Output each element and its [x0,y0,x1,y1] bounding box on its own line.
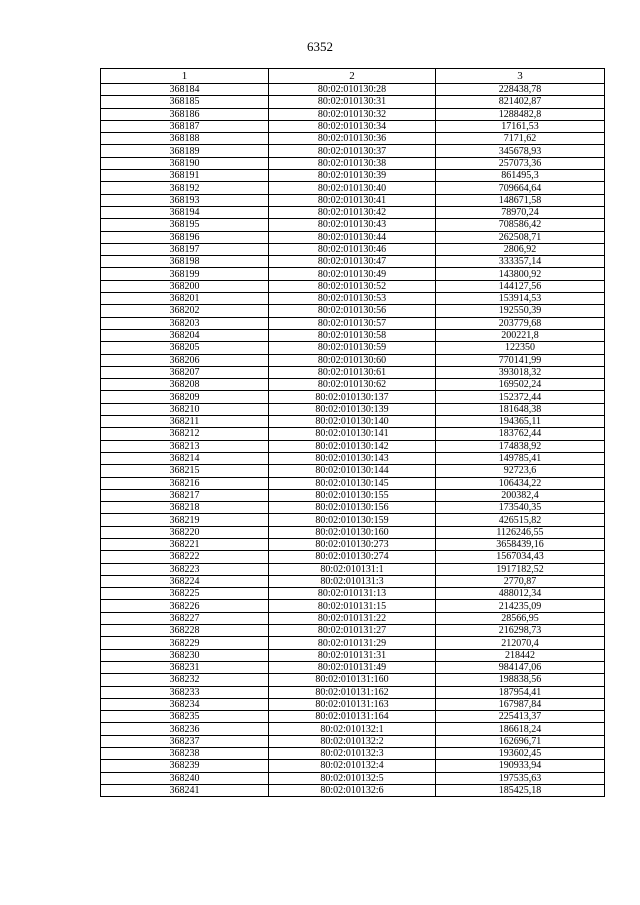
table-row [101,686,605,698]
value-cell: 169502,24 [436,379,605,391]
value-cell: 192550,39 [436,305,605,317]
table-row [101,170,605,182]
column-header-3: 3 [436,69,605,84]
table-row [101,723,605,735]
value-cell: 3658439,16 [436,538,605,550]
cadastral-number-cell: 80:02:010130:160 [269,526,436,538]
cadastral-number-cell: 80:02:010131:49 [269,661,436,673]
value-cell: 190933,94 [436,760,605,772]
row-number-cell: 368206 [101,354,269,366]
cadastral-number-cell: 80:02:010130:137 [269,391,436,403]
column-header-1: 1 [101,69,269,84]
cadastral-number-cell: 80:02:010130:34 [269,120,436,132]
table-row [101,625,605,637]
value-cell: 193602,45 [436,748,605,760]
value-cell: 1288482,8 [436,108,605,120]
value-cell: 200221,8 [436,329,605,341]
value-cell: 218442 [436,649,605,661]
value-cell: 122350 [436,342,605,354]
cadastral-number-cell: 80:02:010131:160 [269,674,436,686]
row-number-cell: 368222 [101,551,269,563]
table-row [101,502,605,514]
table-row [101,784,605,796]
value-cell: 92723,6 [436,465,605,477]
row-number-cell: 368195 [101,219,269,231]
value-cell: 143800,92 [436,268,605,280]
cadastral-number-cell: 80:02:010130:62 [269,379,436,391]
row-number-cell: 368199 [101,268,269,280]
cadastral-number-cell: 80:02:010130:61 [269,366,436,378]
value-cell: 393018,32 [436,366,605,378]
row-number-cell: 368216 [101,477,269,489]
cadastral-number-cell: 80:02:010130:155 [269,489,436,501]
row-number-cell: 368234 [101,698,269,710]
row-number-cell: 368238 [101,748,269,760]
cadastral-number-cell: 80:02:010130:274 [269,551,436,563]
value-cell: 197535,63 [436,772,605,784]
table-row [101,452,605,464]
table-body [101,84,605,797]
table-row [101,465,605,477]
table-row [101,551,605,563]
value-cell: 214235,09 [436,600,605,612]
table-row [101,133,605,145]
row-number-cell: 368201 [101,293,269,305]
row-number-cell: 368193 [101,194,269,206]
row-number-cell: 368219 [101,514,269,526]
cadastral-number-cell: 80:02:010130:31 [269,96,436,108]
row-number-cell: 368212 [101,428,269,440]
cadastral-number-cell: 80:02:010130:39 [269,170,436,182]
cadastral-number-cell: 80:02:010130:40 [269,182,436,194]
row-number-cell: 368228 [101,625,269,637]
value-cell: 345678,93 [436,145,605,157]
table-row [101,329,605,341]
row-number-cell: 368187 [101,120,269,132]
row-number-cell: 368224 [101,575,269,587]
row-number-cell: 368185 [101,96,269,108]
value-cell: 708586,42 [436,219,605,231]
page-number: 6352 [307,39,333,54]
cadastral-number-cell: 80:02:010131:3 [269,575,436,587]
table-row [101,366,605,378]
row-number-cell: 368186 [101,108,269,120]
value-cell: 149785,41 [436,452,605,464]
value-cell: 187954,41 [436,686,605,698]
value-cell: 174838,92 [436,440,605,452]
table-row [101,748,605,760]
value-cell: 821402,87 [436,96,605,108]
table-row [101,206,605,218]
row-number-cell: 368232 [101,674,269,686]
value-cell: 181648,38 [436,403,605,415]
value-cell: 200382,4 [436,489,605,501]
row-number-cell: 368202 [101,305,269,317]
table-row [101,108,605,120]
value-cell: 203779,68 [436,317,605,329]
table-row [101,403,605,415]
cadastral-number-cell: 80:02:010130:36 [269,133,436,145]
value-cell: 262508,71 [436,231,605,243]
value-cell: 257073,36 [436,157,605,169]
cadastral-number-cell: 80:02:010130:58 [269,329,436,341]
cadastral-number-cell: 80:02:010131:164 [269,711,436,723]
cadastral-number-cell: 80:02:010130:142 [269,440,436,452]
value-cell: 984147,06 [436,661,605,673]
value-cell: 186618,24 [436,723,605,735]
table-row [101,256,605,268]
value-cell: 1567034,43 [436,551,605,563]
value-cell: 106434,22 [436,477,605,489]
table-row [101,612,605,624]
row-number-cell: 368192 [101,182,269,194]
table-header-row [101,69,605,84]
row-number-cell: 368194 [101,206,269,218]
cadastral-number-cell: 80:02:010131:22 [269,612,436,624]
value-cell: 148671,58 [436,194,605,206]
cadastral-number-cell: 80:02:010131:1 [269,563,436,575]
row-number-cell: 368198 [101,256,269,268]
value-cell: 2806,92 [436,243,605,255]
row-number-cell: 368200 [101,280,269,292]
cadastral-number-cell: 80:02:010131:29 [269,637,436,649]
value-cell: 488012,34 [436,588,605,600]
table-row [101,96,605,108]
value-cell: 28566,95 [436,612,605,624]
cadastral-number-cell: 80:02:010132:6 [269,784,436,796]
table-row [101,440,605,452]
table-row [101,305,605,317]
cadastral-number-cell: 80:02:010132:5 [269,772,436,784]
cadastral-number-cell: 80:02:010132:3 [269,748,436,760]
row-number-cell: 368225 [101,588,269,600]
cadastral-number-cell: 80:02:010130:37 [269,145,436,157]
value-cell: 2770,87 [436,575,605,587]
row-number-cell: 368204 [101,329,269,341]
row-number-cell: 368236 [101,723,269,735]
table-row [101,219,605,231]
value-cell: 333357,14 [436,256,605,268]
cadastral-number-cell: 80:02:010130:56 [269,305,436,317]
row-number-cell: 368237 [101,735,269,747]
table-row [101,231,605,243]
value-cell: 198838,56 [436,674,605,686]
row-number-cell: 368196 [101,231,269,243]
value-cell: 162696,71 [436,735,605,747]
row-number-cell: 368231 [101,661,269,673]
table-row [101,416,605,428]
value-cell: 1126246,55 [436,526,605,538]
table-row [101,194,605,206]
table-row [101,157,605,169]
table-row [101,145,605,157]
table-row [101,243,605,255]
row-number-cell: 368213 [101,440,269,452]
row-number-cell: 368184 [101,84,269,96]
cadastral-number-cell: 80:02:010130:57 [269,317,436,329]
table-row [101,563,605,575]
table-row [101,538,605,550]
cadastral-number-cell: 80:02:010131:13 [269,588,436,600]
table-row [101,649,605,661]
row-number-cell: 368210 [101,403,269,415]
value-cell: 228438,78 [436,84,605,96]
row-number-cell: 368220 [101,526,269,538]
row-number-cell: 368215 [101,465,269,477]
table-row [101,698,605,710]
row-number-cell: 368211 [101,416,269,428]
cadastral-number-cell: 80:02:010130:159 [269,514,436,526]
cadastral-number-cell: 80:02:010130:44 [269,231,436,243]
table-row [101,293,605,305]
table-row [101,674,605,686]
cadastral-number-cell: 80:02:010131:162 [269,686,436,698]
cadastral-number-cell: 80:02:010130:49 [269,268,436,280]
table-row [101,354,605,366]
table-row [101,120,605,132]
table-row [101,760,605,772]
table-row [101,428,605,440]
cadastral-number-cell: 80:02:010131:163 [269,698,436,710]
table-row [101,268,605,280]
row-number-cell: 368214 [101,452,269,464]
row-number-cell: 368218 [101,502,269,514]
cadastral-number-cell: 80:02:010130:28 [269,84,436,96]
value-cell: 770141,99 [436,354,605,366]
table-row [101,526,605,538]
cadastral-number-cell: 80:02:010130:141 [269,428,436,440]
table-row [101,575,605,587]
cadastral-number-cell: 80:02:010130:144 [269,465,436,477]
cadastral-number-cell: 80:02:010130:59 [269,342,436,354]
row-number-cell: 368241 [101,784,269,796]
cadastral-number-cell: 80:02:010130:52 [269,280,436,292]
value-cell: 153914,53 [436,293,605,305]
row-number-cell: 368197 [101,243,269,255]
cadastral-number-cell: 80:02:010130:38 [269,157,436,169]
cadastral-number-cell: 80:02:010130:47 [269,256,436,268]
value-cell: 194365,11 [436,416,605,428]
cadastral-number-cell: 80:02:010130:60 [269,354,436,366]
value-cell: 17161,53 [436,120,605,132]
row-number-cell: 368203 [101,317,269,329]
row-number-cell: 368230 [101,649,269,661]
value-cell: 216298,73 [436,625,605,637]
row-number-cell: 368190 [101,157,269,169]
table-row [101,661,605,673]
row-number-cell: 368221 [101,538,269,550]
row-number-cell: 368188 [101,133,269,145]
cadastral-number-cell: 80:02:010130:43 [269,219,436,231]
cadastral-number-cell: 80:02:010130:140 [269,416,436,428]
table-row [101,514,605,526]
table-row [101,280,605,292]
row-number-cell: 368229 [101,637,269,649]
cadastral-number-cell: 80:02:010130:139 [269,403,436,415]
table-row [101,711,605,723]
cadastral-number-cell: 80:02:010130:273 [269,538,436,550]
row-number-cell: 368239 [101,760,269,772]
cadastral-number-cell: 80:02:010130:143 [269,452,436,464]
value-cell: 212070,4 [436,637,605,649]
row-number-cell: 368240 [101,772,269,784]
cadastral-number-cell: 80:02:010132:2 [269,735,436,747]
table-row [101,317,605,329]
row-number-cell: 368235 [101,711,269,723]
cadastral-number-cell: 80:02:010131:15 [269,600,436,612]
cadastral-number-cell: 80:02:010130:42 [269,206,436,218]
register-table [100,68,605,797]
table-row [101,588,605,600]
table-row [101,391,605,403]
column-header-2: 2 [269,69,436,84]
table-row [101,600,605,612]
value-cell: 185425,18 [436,784,605,796]
row-number-cell: 368217 [101,489,269,501]
cadastral-number-cell: 80:02:010130:53 [269,293,436,305]
value-cell: 861495,3 [436,170,605,182]
row-number-cell: 368189 [101,145,269,157]
table-row [101,772,605,784]
table-row [101,477,605,489]
table-row [101,342,605,354]
value-cell: 78970,24 [436,206,605,218]
table-row [101,489,605,501]
table-row [101,735,605,747]
cadastral-number-cell: 80:02:010132:1 [269,723,436,735]
row-number-cell: 368227 [101,612,269,624]
value-cell: 167987,84 [436,698,605,710]
value-cell: 152372,44 [436,391,605,403]
row-number-cell: 368223 [101,563,269,575]
cadastral-number-cell: 80:02:010130:46 [269,243,436,255]
cadastral-number-cell: 80:02:010130:41 [269,194,436,206]
value-cell: 225413,37 [436,711,605,723]
table-row [101,84,605,96]
value-cell: 183762,44 [436,428,605,440]
table-row [101,637,605,649]
value-cell: 1917182,52 [436,563,605,575]
cadastral-number-cell: 80:02:010130:156 [269,502,436,514]
value-cell: 426515,82 [436,514,605,526]
row-number-cell: 368207 [101,366,269,378]
value-cell: 709664,64 [436,182,605,194]
cadastral-number-cell: 80:02:010131:27 [269,625,436,637]
cadastral-number-cell: 80:02:010130:32 [269,108,436,120]
value-cell: 144127,56 [436,280,605,292]
cadastral-number-cell: 80:02:010132:4 [269,760,436,772]
table-row [101,182,605,194]
cadastral-number-cell: 80:02:010130:145 [269,477,436,489]
value-cell: 173540,35 [436,502,605,514]
row-number-cell: 368209 [101,391,269,403]
table-row [101,379,605,391]
cadastral-number-cell: 80:02:010131:31 [269,649,436,661]
row-number-cell: 368233 [101,686,269,698]
row-number-cell: 368205 [101,342,269,354]
row-number-cell: 368191 [101,170,269,182]
row-number-cell: 368226 [101,600,269,612]
value-cell: 7171,62 [436,133,605,145]
row-number-cell: 368208 [101,379,269,391]
